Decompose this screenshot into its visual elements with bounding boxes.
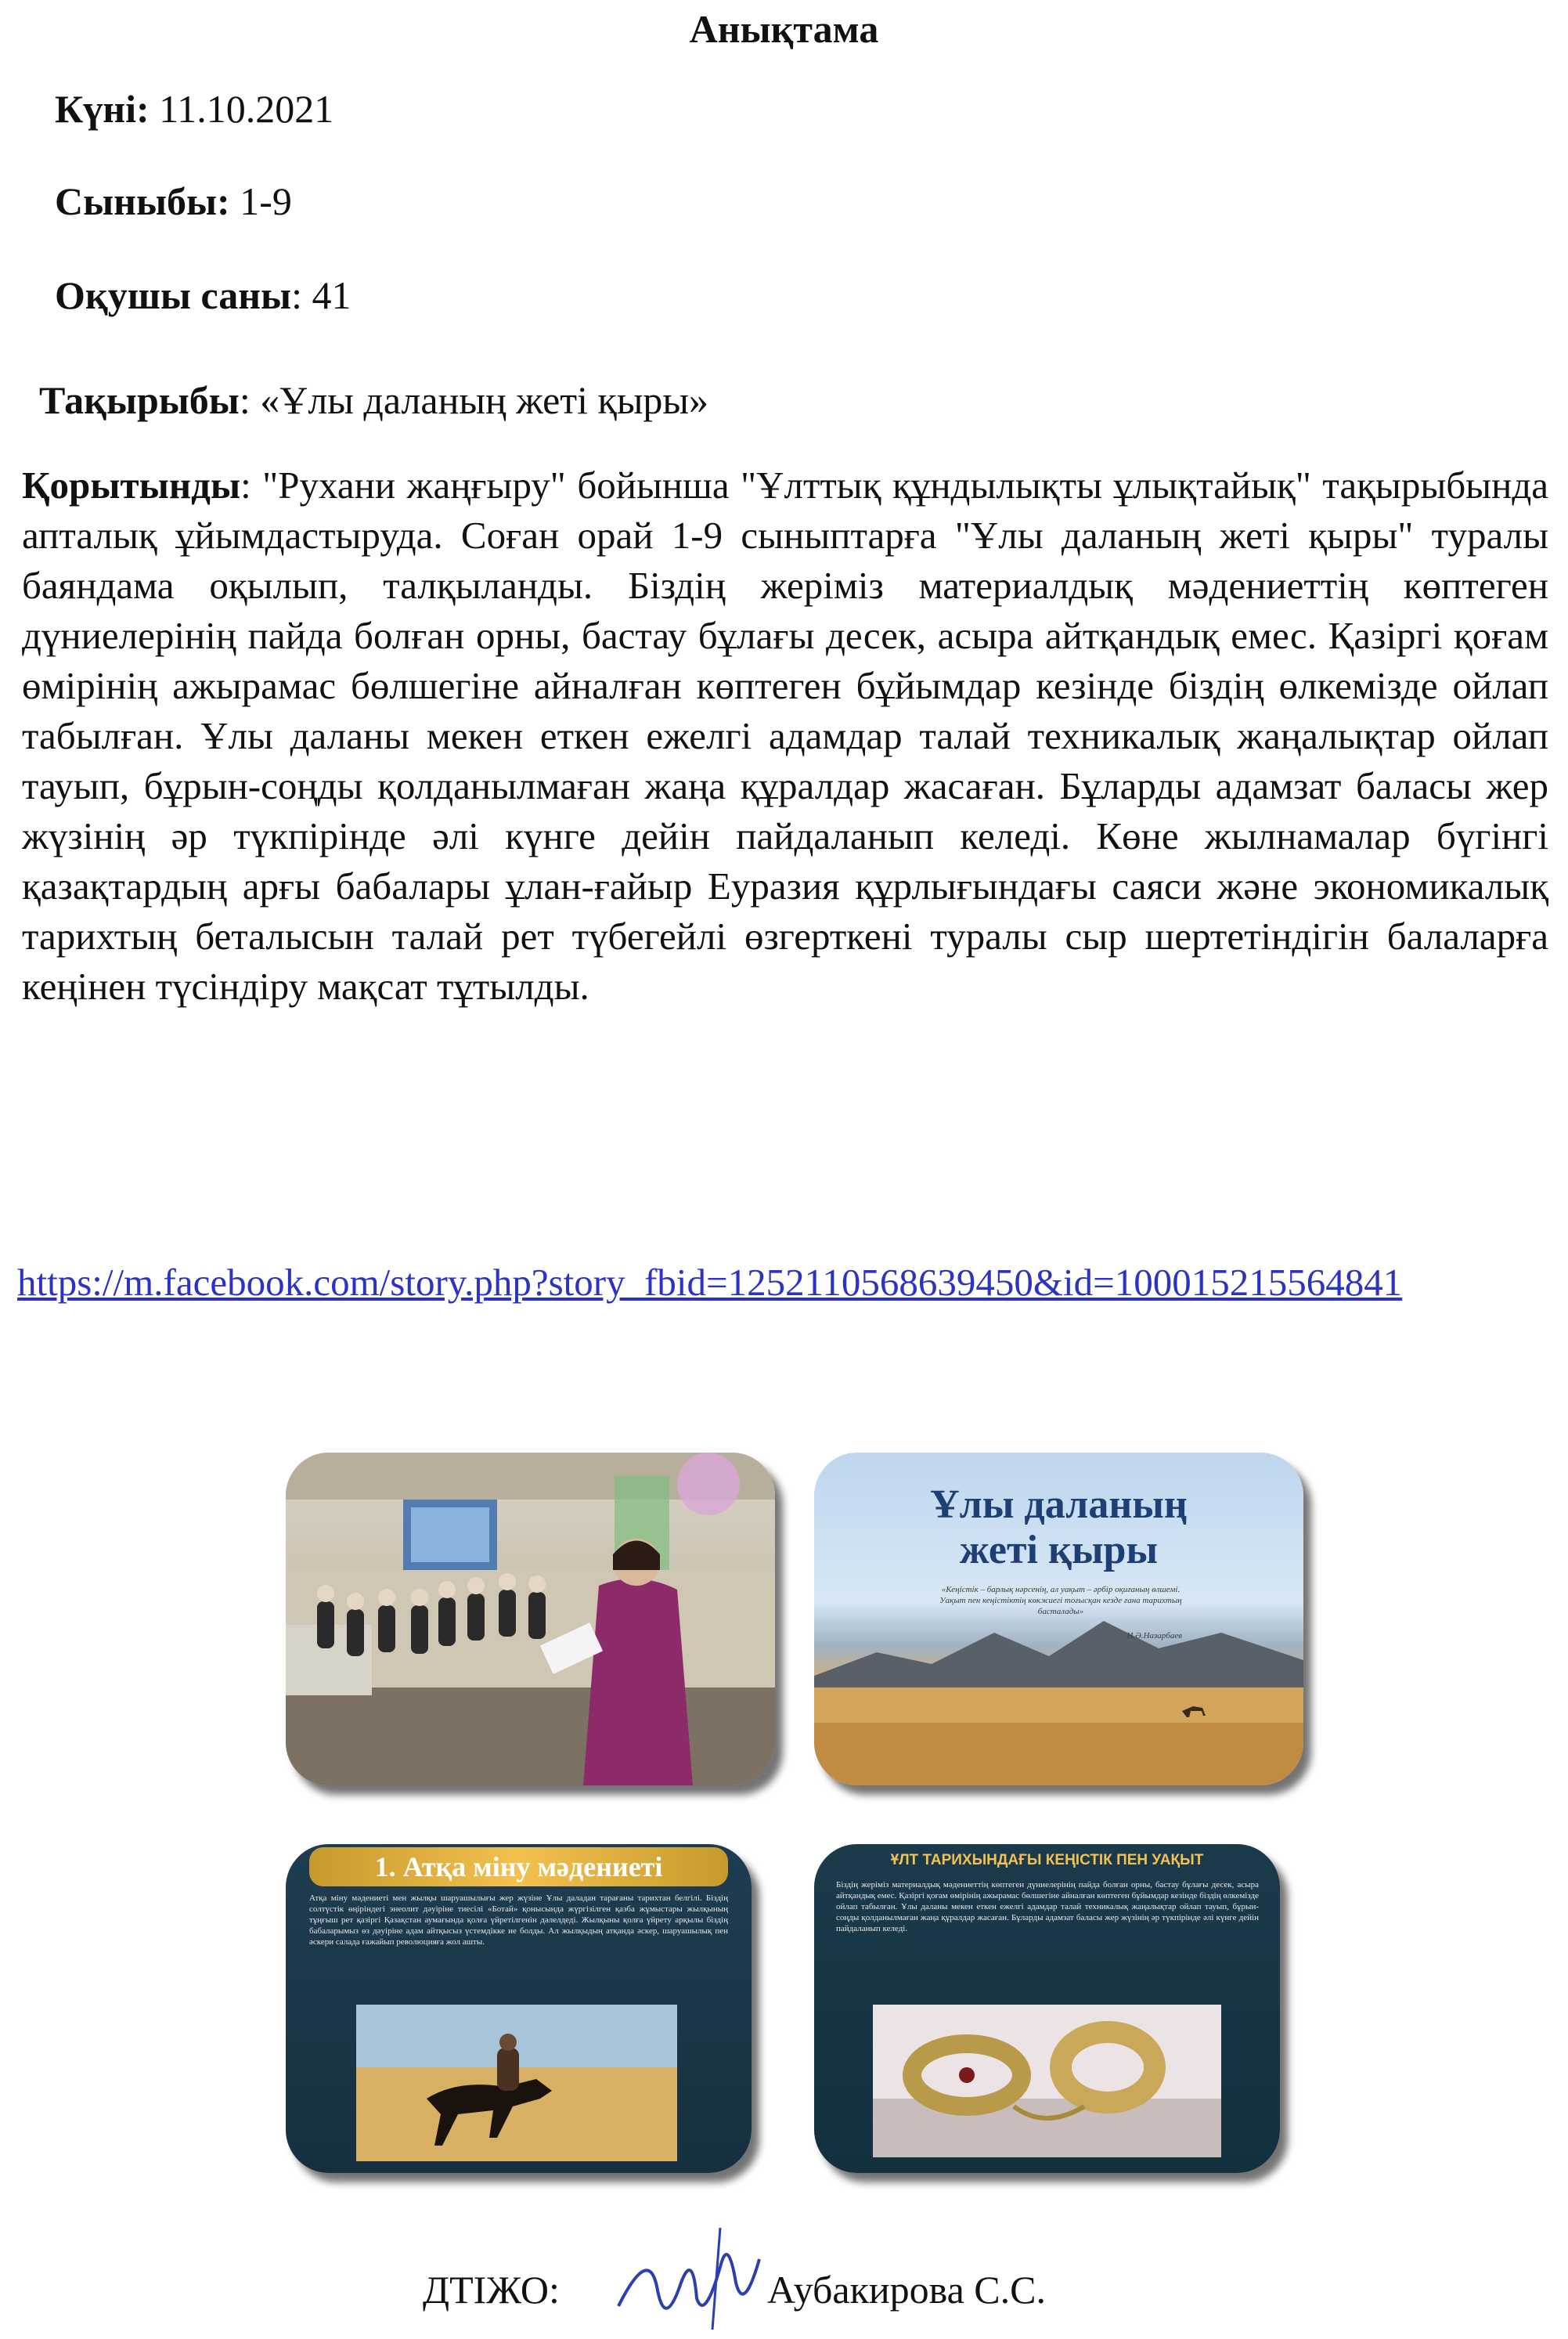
slide3-title: 1. Атқа міну мәдениеті <box>374 1851 663 1882</box>
topic-field <box>39 377 708 423</box>
date-label: Күні: <box>55 87 150 131</box>
topic-label: Тақырыбы <box>39 378 240 422</box>
horse-rider-illustration <box>356 2005 677 2161</box>
class-field <box>55 179 292 224</box>
conclusion-label: Қорытынды <box>22 464 241 507</box>
horse-culture-slide <box>286 1844 752 2173</box>
slide4-title: ҰЛТ ТАРИХЫНДАҒЫ КЕҢІСТІК ПЕН УАҚЫТ <box>890 1852 1204 1868</box>
students-label: Оқушы саны <box>55 273 292 317</box>
jewelry-illustration <box>873 2005 1221 2157</box>
footer-name: Аубакирова С.С. <box>767 2268 1046 2312</box>
students-value: : 41 <box>291 273 351 317</box>
topic-value: : «Ұлы даланың жеті қыры» <box>239 378 709 422</box>
conclusion-paragraph <box>22 460 1548 1012</box>
conclusion-text: : "Рухани жаңғыру" бойынша "Ұлттық құндылықты ұлықтайық" тақырыбында апталық ұйымдастыруда. Соған орай 1-9 сыныптарға "Ұлы даланың жеті қыры" туралы баяндама оқылып, талқыланды. Біздің жеріміз материалдық мәдениеттің көптеген дүниелерінің пайда болған орны, бастау бұлағы десек, асыра айтқандық емес. Қазіргі қоғам өмірінің ажырамас бөлшегіне айналған көптеген бұйымдар кезінде біздің өлкемізде ойлап табылған. Ұлы даланы мекен еткен ежелгі адамдар талай техникалық жаңалықтар ойлап тауып, бұрын-соңды қолданылмаған жаңа құралдар жасаған. Бұларды адамзат баласы жер жүзінің әр түкпірінде әлі күнге дейін пайдаланып келеді. Көне жылнамалар бүгінгі қазақтардың арғы бабалары ұлан-ғайыр Еуразия құрлығындағы саяси және экономикалық тарихтың беталысын талай рет түбегейлі өзгерткені туралы сыр шертетіндігін балаларға кеңінен түсіндіру мақсат тұтылды. <box>22 464 1548 1008</box>
title-slide <box>814 1453 1303 1785</box>
slide2-title-line1: Ұлы даланың <box>930 1482 1188 1527</box>
classroom-photo <box>286 1453 775 1785</box>
class-value: 1-9 <box>240 179 292 223</box>
signature <box>603 2212 783 2337</box>
footer-org: ДТІЖО: <box>423 2268 560 2312</box>
space-time-slide <box>814 1844 1280 2173</box>
facebook-link[interactable]: https://m.facebook.com/story.php?story_fbid=1252110568639450&id=100015215564841 <box>17 1261 1403 1304</box>
classroom-illustration <box>286 1453 775 1785</box>
slide4-text: Біздің жеріміз материалдық мәдениеттің көптеген дүниелерінің пайда болған орны, бастау бұлағы десек, асыра айтқандық емес. Қазіргі қоғам өмірінің ажырамас бөлшегіне айналған көптеген бұйымдар кезінде біздің өлкемізде ойлап табылған. Ұлы даланы мекен еткен ежелгі адамдар талай техникалық жаңалықтар ойлап тауып, бұрын-соңды қолданылмаған жаңа құралдар жасаған. Бұларды адамзат баласы жер жүзінің әр түкпірінде әлі күнге дейін пайдаланып келеді. <box>836 1880 1259 1933</box>
document-title: Анықтама <box>689 7 879 51</box>
date-field <box>55 86 333 132</box>
date-value: 11.10.2021 <box>159 87 334 131</box>
slide3-text: Атқа міну мәдениеті мен жылқы шаруашылығы жер жүзіне Ұлы даладан тарағаны тарихтан белгілі. Біздің солтүстік өңіріндегі энеолит дәуіріне тиесілі «Ботай» қонысында жүргізілген қазба жұмыстары жылқының тұңғыш рет қазіргі Қазақстан аумағында қолға үйретілгенін дәлелдеді. Жылқыны қолға үйрету арқылы біздің бабаларымыз өз дәуіріне адам айтқысыз үстемдікке ие болды. Ал жылқыдың атқанда әскер, шаруашылық пен әскери салада ғажайып революцияға жол ашты. <box>309 1893 728 1947</box>
students-field <box>55 273 351 318</box>
slide2-title-line2: жеті қыры <box>959 1528 1159 1572</box>
slide2-author: Н.Ә.Назарбаев <box>1126 1631 1182 1641</box>
class-label: Сыныбы: <box>55 179 230 223</box>
slide2-quote: «Кеңістік – барлық нәрсенің, ал уақыт – әрбір оқиғаның өлшемі. Уақыт пен кеңістіктің көкжиегі тоғысқан кезде ғана тарихтың басталады» <box>939 1585 1182 1616</box>
